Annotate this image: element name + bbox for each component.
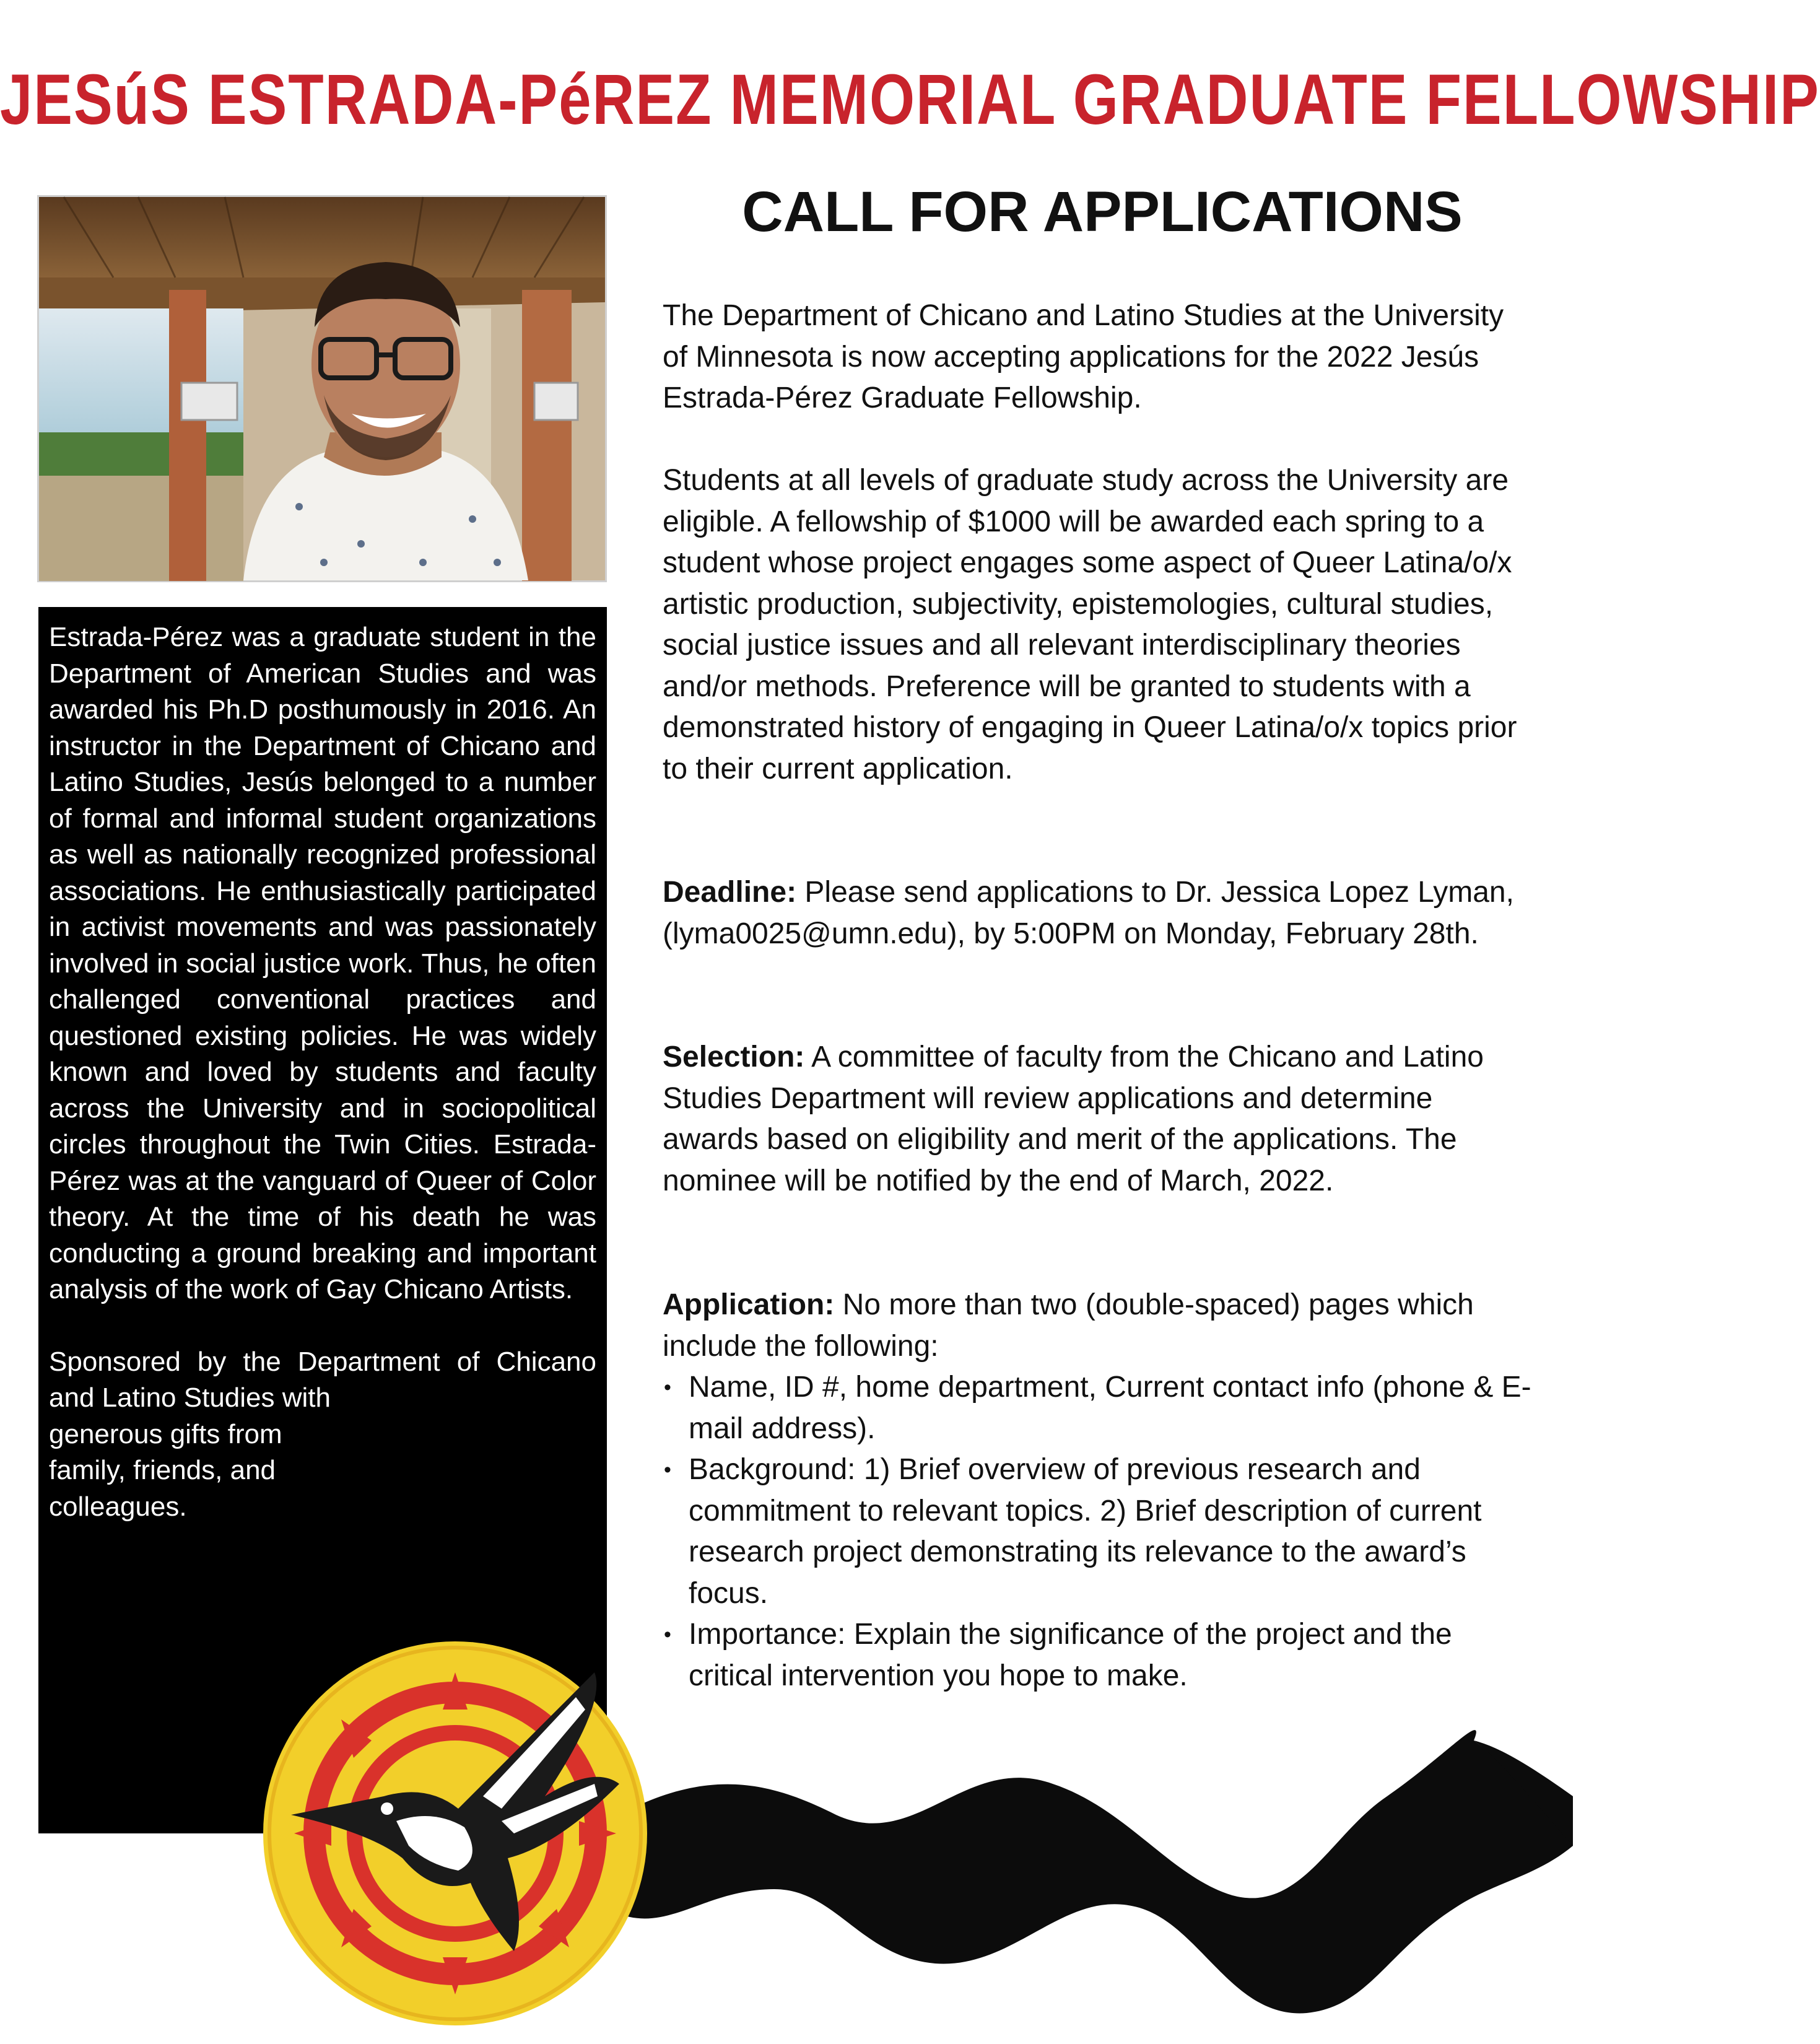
sponsored-text: Sponsored by the Department of Chicano and Latino Studies with [49, 1346, 596, 1413]
bio-panel [38, 607, 607, 1833]
selection-paragraph [663, 1037, 1536, 1202]
list-item-text: Name, ID #, home department, Current contact info (phone & E-mail address). [689, 1371, 1531, 1445]
list-item [663, 1614, 1536, 1697]
deadline-label: Deadline: [663, 876, 797, 909]
deadline-text: Please send applications to Dr. Jessica Lopez Lyman, (lyma0025@umn.edu), by 5:00PM on Monday, February 28th. [663, 876, 1514, 950]
selection-text: A committee of faculty from the Chicano and Latino Studies Department will review applications and determine awards based on eligibility and merit of the applications. The nominee will be notified by the end of March, 2022. [663, 1041, 1484, 1197]
selection-label: Selection: [663, 1041, 805, 1073]
wave-decoration [619, 1730, 1573, 2013]
deadline-paragraph [663, 872, 1536, 954]
eligibility-paragraph: Students at all levels of graduate study across the University are eligible. A fellowship of $1000 will be awarded each spring to a student whose project engages some aspect of Queer Latina/o/x artistic production, subjectivity, epistemologies, cultural studies, social justice issues and all relevant interdisciplinary theories and/or methods. Preference will be granted to students with a demonstrated history of engaging in Queer Latina/o/x topics prior to their current application. [663, 464, 1517, 785]
portrait-photo [37, 195, 607, 582]
list-item [663, 1367, 1536, 1449]
list-item-text: Background: 1) Brief overview of previous research and commitment to relevant topics. 2) Brief description of current research project demonstrating its relevance to the award’s focus. [689, 1453, 1482, 1610]
call-heading: CALL FOR APPLICATIONS [742, 180, 1463, 243]
intro-paragraph: The Department of Chicano and Latino Studies at the University of Minnesota is now accepting applications for the 2022 Jesús Estrada-Pérez Graduate Fellowship. [663, 299, 1504, 414]
application-paragraph [663, 1285, 1536, 1367]
bullet-icon: • [664, 1623, 671, 1646]
application-requirements-list [663, 1367, 1536, 1697]
bullet-icon: • [664, 1376, 671, 1399]
application-label: Application: [663, 1288, 835, 1321]
page-title: JESúS ESTRADA-PéREZ MEMORIAL GRADUATE FELLOWSHIP [0, 59, 1820, 139]
list-item [663, 1449, 1536, 1614]
bullet-icon: • [664, 1458, 671, 1482]
bio-text: Estrada-Pérez was a graduate student in the Department of American Studies and was awarded his Ph.D posthumously in 2016. An instructor in the Department of Chicano and Latino Studies, Jesús belonged to a number of formal and informal student organizations as well as nationally recognized professional associations. He enthusiastically participated in activist movements and was passionately involved in social justice work. Thus, he often challenged conventional practices and questioned existing policies. He was widely known and loved by students and faculty across the University and in sociopolitical circles throughout the Twin Cities. Estrada-Pérez was at the vanguard of Queer of Color theory. At the time of his death he was conducting a ground breaking and important analysis of the work of Gay Chicano Artists. [49, 622, 596, 1304]
sponsored-gifts-text: generous gifts from family, friends, and colleagues. [49, 1418, 282, 1522]
list-item-text: Importance: Explain the significance of the project and the critical intervention you hope to make. [689, 1618, 1452, 1692]
application-text: No more than two (double-spaced) pages which include the following: [663, 1288, 1474, 1363]
